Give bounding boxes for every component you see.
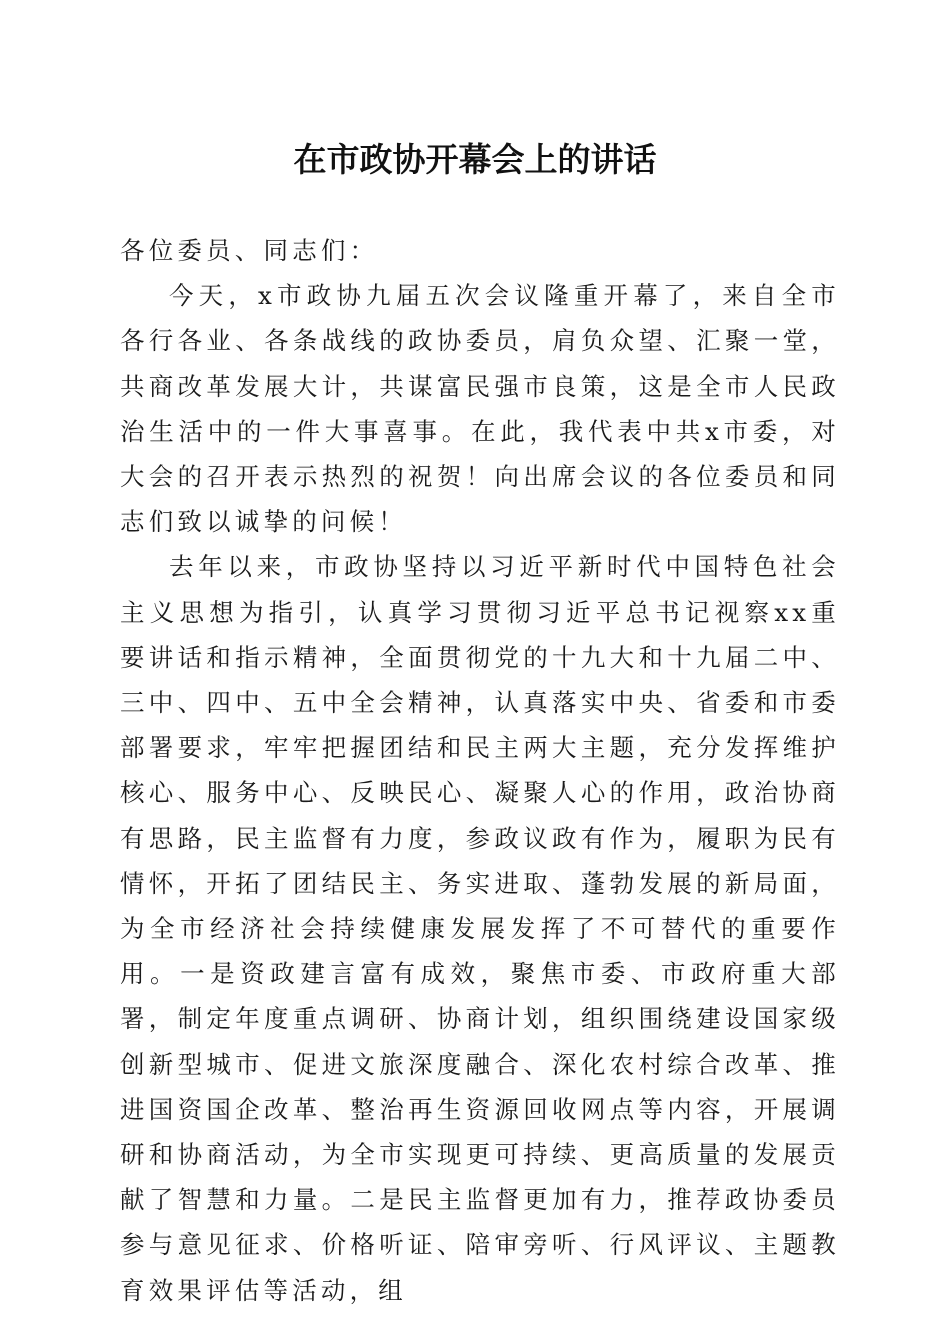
document-title: 在市政协开幕会上的讲话 bbox=[293, 140, 657, 179]
salutation: 各位委员、同志们： bbox=[120, 236, 379, 265]
paragraph-review: 去年以来，市政协坚持以习近平新时代中国特色社会主义思想为指引，认真学习贯彻习近平总书记视察xx重要讲话和指示精神，全面贯彻党的十九大和十九届二中、三中、四中、五中全会精神，认真落实中央、省委和市委部署要求，牢牢把握团结和民主两大主题，充分发挥维护核心、服务中心、反映民心、凝聚人心的作用，政治协商有思路，民主监督有力度，参政议政有作为，履职为民有情怀，开拓了团结民主、务实进取、蓬勃发展的新局面，为全市经济社会持续健康发展发挥了不可替代的重要作用。一是资政建言富有成效，聚焦市委、市政府重大部署，制定年度重点调研、协商计划，组织围绕建设国家级创新型城市、促进文旅深度融合、深化农村综合改革、推进国资国企改革、整治再生资源回收网点等内容，开展调研和协商活动，为全市实现更可持续、更高质量的发展贡献了智慧和力量。二是民主监督更加有力，推荐政协委员参与意见征求、价格听证、陪审旁听、行风评议、主题教育效果评估等活动，组 bbox=[120, 552, 840, 1305]
document-body bbox=[120, 228, 840, 1313]
paragraph-opening: 今天，x市政协九届五次会议隆重开幕了，来自全市各行各业、各条战线的政协委员，肩负众望、汇聚一堂，共商改革发展大计，共谋富民强市良策，这是全市人民政治生活中的一件大事喜事。在此，我代表中共x市委，对大会的召开表示热烈的祝贺！向出席会议的各位委员和同志们致以诚挚的问候！ bbox=[120, 281, 840, 537]
